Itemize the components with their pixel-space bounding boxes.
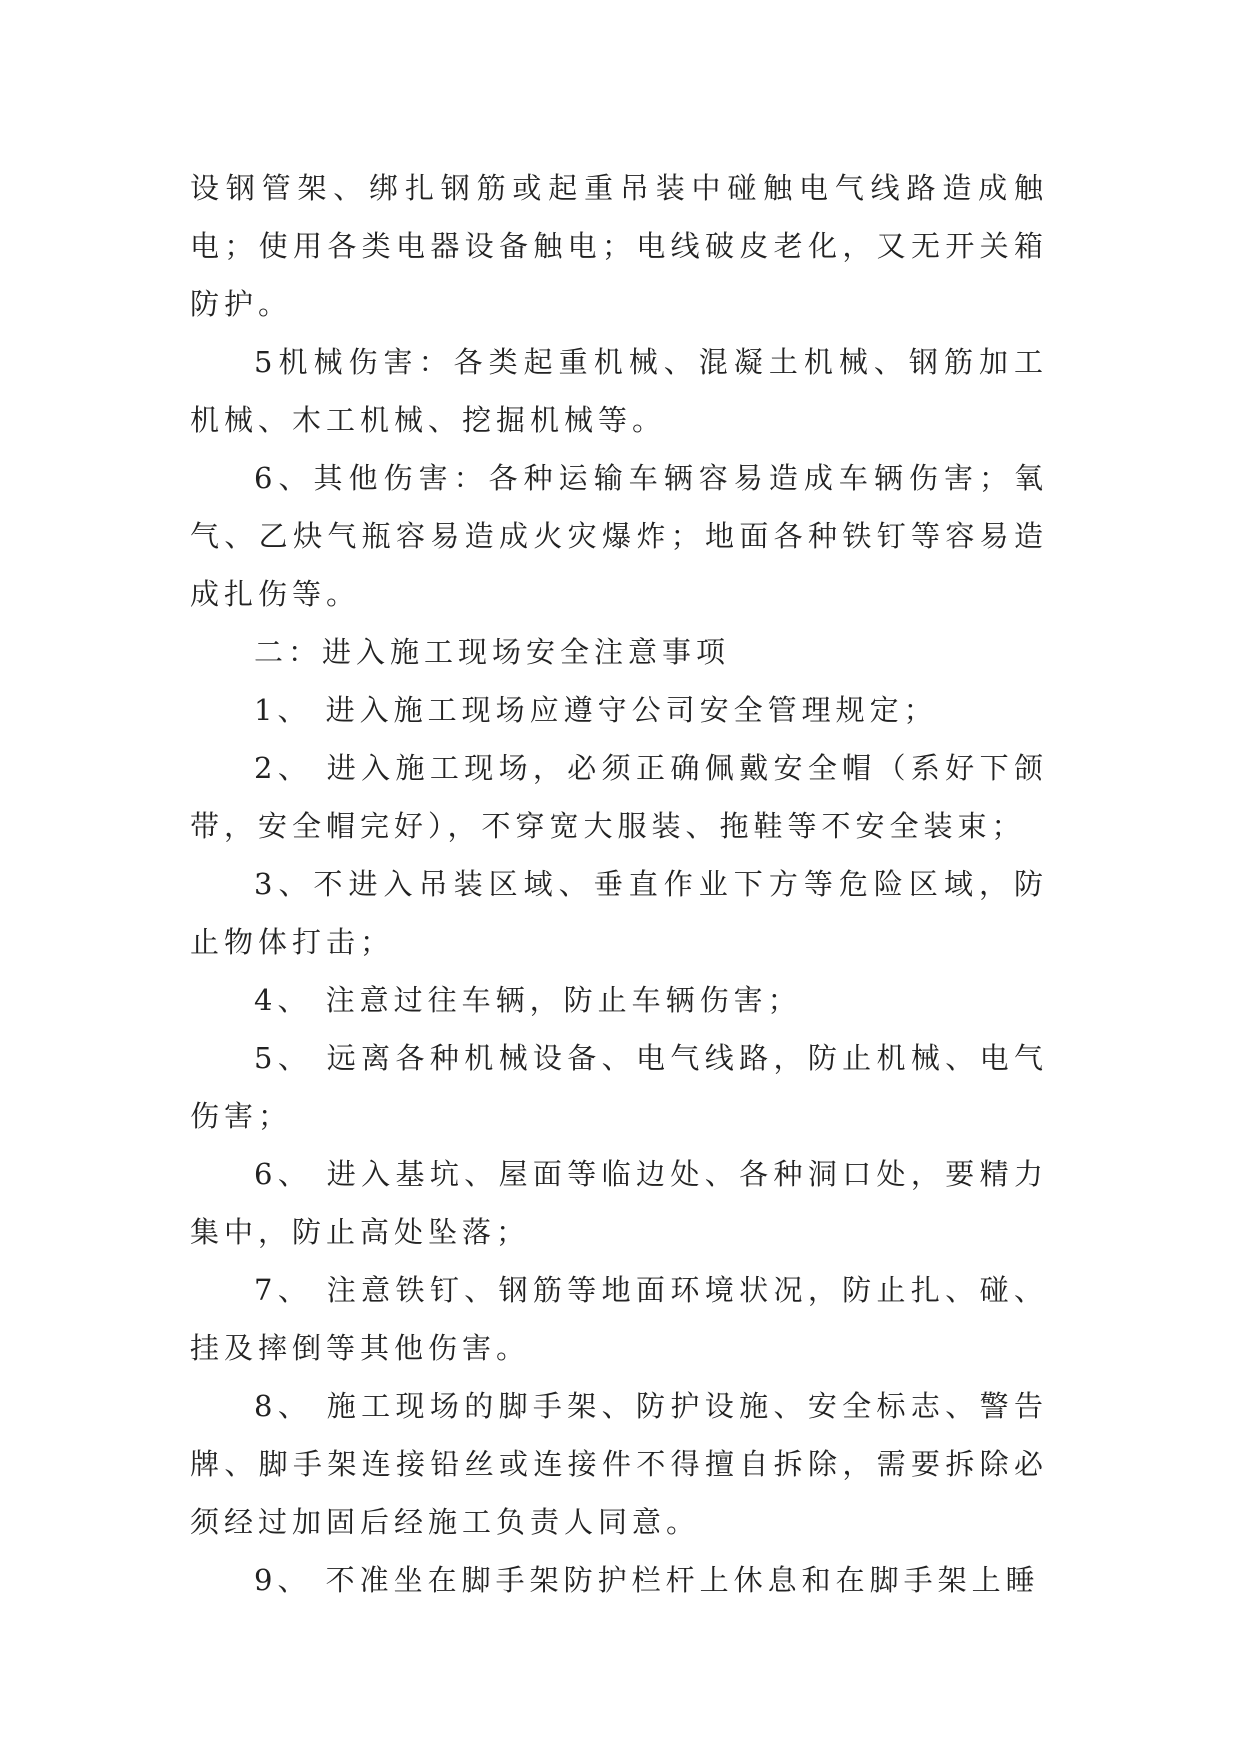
section-heading-site-safety: 二：进入施工现场安全注意事项: [254, 635, 731, 669]
list-item-1: 1、 进入施工现场应遵守公司安全管理规定；: [254, 693, 938, 727]
paragraph-other-injury: 6、其他伤害：各种运输车辆容易造成车辆伤害；氧气、乙炔气瓶容易造成火灾爆炸；地面各种铁钉等容易造成扎伤等。: [190, 461, 1048, 611]
list-item-5: 5、 远离各种机械设备、电气线路，防止机械、电气伤害；: [190, 1041, 1048, 1133]
document-body: [190, 159, 1048, 1609]
list-item-8: 8、 施工现场的脚手架、防护设施、安全标志、警告牌、脚手架连接铅丝或连接件不得擅自拆除，需要拆除必须经过加固后经施工负责人同意。: [190, 1389, 1048, 1539]
list-item-7: 7、 注意铁钉、钢筋等地面环境状况，防止扎、碰、挂及摔倒等其他伤害。: [190, 1273, 1048, 1365]
list-item-3: 3、不进入吊装区域、垂直作业下方等危险区域，防止物体打击；: [190, 867, 1048, 959]
list-item-9: 9、 不准坐在脚手架防护栏杆上休息和在脚手架上睡: [254, 1563, 1040, 1597]
list-item-4: 4、 注意过往车辆，防止车辆伤害；: [254, 983, 802, 1017]
list-item-6: 6、 进入基坑、屋面等临边处、各种洞口处，要精力集中，防止高处坠落；: [190, 1157, 1048, 1249]
paragraph-electric-shock-continued: 设钢管架、绑扎钢筋或起重吊装中碰触电气线路造成触电；使用各类电器设备触电；电线破皮老化，又无开关箱防护。: [190, 171, 1048, 321]
paragraph-mechanical-injury: 5机械伤害：各类起重机械、混凝土机械、钢筋加工机械、木工机械、挖掘机械等。: [190, 345, 1048, 437]
list-item-2: 2、 进入施工现场，必须正确佩戴安全帽（系好下颌带，安全帽完好），不穿宽大服装、拖鞋等不安全装束；: [190, 751, 1048, 843]
